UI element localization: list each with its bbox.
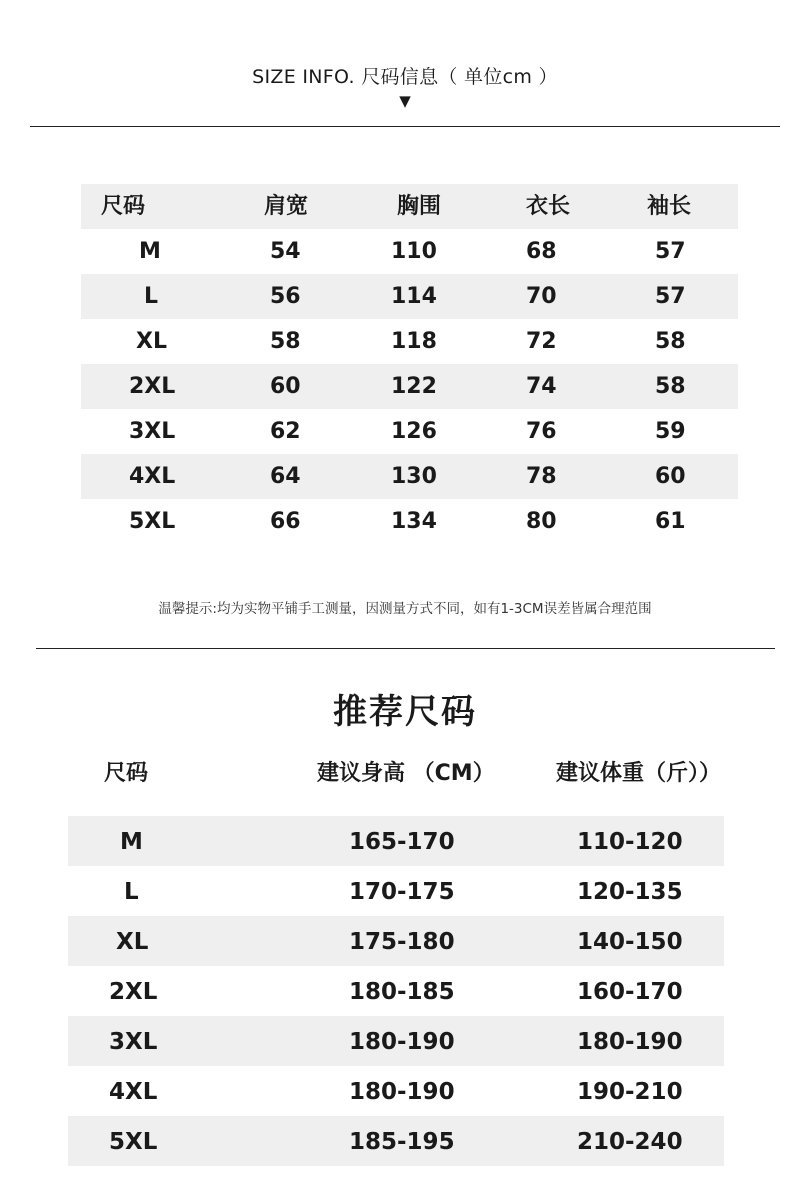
size-cell: 2XL	[129, 374, 176, 399]
height-cell: 185-195	[349, 1129, 455, 1155]
shoulder-cell: 60	[270, 374, 301, 399]
shoulder-cell: 62	[270, 419, 301, 444]
height-cell: 180-185	[349, 979, 455, 1005]
column-header: 尺码	[104, 761, 149, 786]
weight-cell: 210-240	[577, 1129, 683, 1155]
size-cell: XL	[116, 929, 149, 955]
sleeve-cell: 61	[655, 509, 686, 534]
table-row	[68, 1066, 724, 1116]
table-row	[68, 816, 724, 866]
size-cell: XL	[136, 329, 167, 354]
length-cell: 68	[526, 239, 557, 264]
weight-cell: 190-210	[577, 1079, 683, 1105]
sleeve-cell: 57	[655, 284, 686, 309]
sleeve-cell: 57	[655, 239, 686, 264]
shoulder-cell: 64	[270, 464, 301, 489]
chest-cell: 118	[391, 329, 437, 354]
size-cell: M	[120, 829, 143, 855]
column-header: 衣长	[526, 194, 571, 219]
size-cell: L	[124, 879, 139, 905]
size-cell: 3XL	[129, 419, 176, 444]
weight-cell: 110-120	[577, 829, 683, 855]
column-header: 建议身高 （CM）	[317, 761, 495, 786]
shoulder-cell: 66	[270, 509, 301, 534]
shoulder-cell: 56	[270, 284, 301, 309]
size-cell: L	[144, 284, 159, 309]
shoulder-cell: 58	[270, 329, 301, 354]
chest-cell: 134	[391, 509, 437, 534]
divider	[36, 648, 775, 649]
sleeve-cell: 60	[655, 464, 686, 489]
column-header: 建议体重（斤））	[556, 761, 722, 786]
chest-cell: 122	[391, 374, 437, 399]
length-cell: 80	[526, 509, 557, 534]
column-header: 袖长	[647, 194, 692, 219]
chest-cell: 130	[391, 464, 437, 489]
table-row	[68, 916, 724, 966]
table-row	[81, 454, 738, 499]
sleeve-cell: 58	[655, 329, 686, 354]
length-cell: 74	[526, 374, 557, 399]
weight-cell: 120-135	[577, 879, 683, 905]
height-cell: 170-175	[349, 879, 455, 905]
size-cell: 2XL	[109, 979, 158, 1005]
weight-cell: 140-150	[577, 929, 683, 955]
column-header: 肩宽	[264, 194, 309, 219]
column-header: 尺码	[101, 194, 146, 219]
recommend-table	[68, 816, 724, 1166]
chest-cell: 126	[391, 419, 437, 444]
size-cell: 4XL	[129, 464, 176, 489]
size-table-header	[81, 184, 738, 229]
size-info-title: SIZE INFO. 尺码信息（ 单位cm ）	[252, 66, 558, 88]
column-header: 胸围	[397, 194, 442, 219]
divider	[30, 126, 780, 127]
table-row	[81, 499, 738, 544]
table-row	[68, 966, 724, 1016]
length-cell: 70	[526, 284, 557, 309]
table-row	[81, 364, 738, 409]
size-cell: M	[139, 239, 161, 264]
size-cell: 5XL	[109, 1129, 158, 1155]
down-triangle-icon: ▼	[399, 92, 411, 110]
height-cell: 165-170	[349, 829, 455, 855]
size-table	[81, 184, 738, 544]
sleeve-cell: 58	[655, 374, 686, 399]
table-row	[81, 319, 738, 364]
measurement-note: 温馨提示:均为实物平铺手工测量，因测量方式不同，如有1-3CM误差皆属合理范围	[158, 601, 652, 617]
recommend-title: 推荐尺码	[333, 692, 477, 732]
weight-cell: 180-190	[577, 1029, 683, 1055]
length-cell: 72	[526, 329, 557, 354]
table-row	[68, 866, 724, 916]
table-row	[68, 1016, 724, 1066]
chest-cell: 114	[391, 284, 437, 309]
table-row	[81, 409, 738, 454]
height-cell: 180-190	[349, 1029, 455, 1055]
size-cell: 4XL	[109, 1079, 158, 1105]
sleeve-cell: 59	[655, 419, 686, 444]
table-row	[68, 1116, 724, 1166]
table-row	[81, 229, 738, 274]
weight-cell: 160-170	[577, 979, 683, 1005]
length-cell: 78	[526, 464, 557, 489]
height-cell: 180-190	[349, 1079, 455, 1105]
table-row	[81, 274, 738, 319]
height-cell: 175-180	[349, 929, 455, 955]
shoulder-cell: 54	[270, 239, 301, 264]
size-cell: 5XL	[129, 509, 176, 534]
chest-cell: 110	[391, 239, 437, 264]
size-cell: 3XL	[109, 1029, 158, 1055]
length-cell: 76	[526, 419, 557, 444]
